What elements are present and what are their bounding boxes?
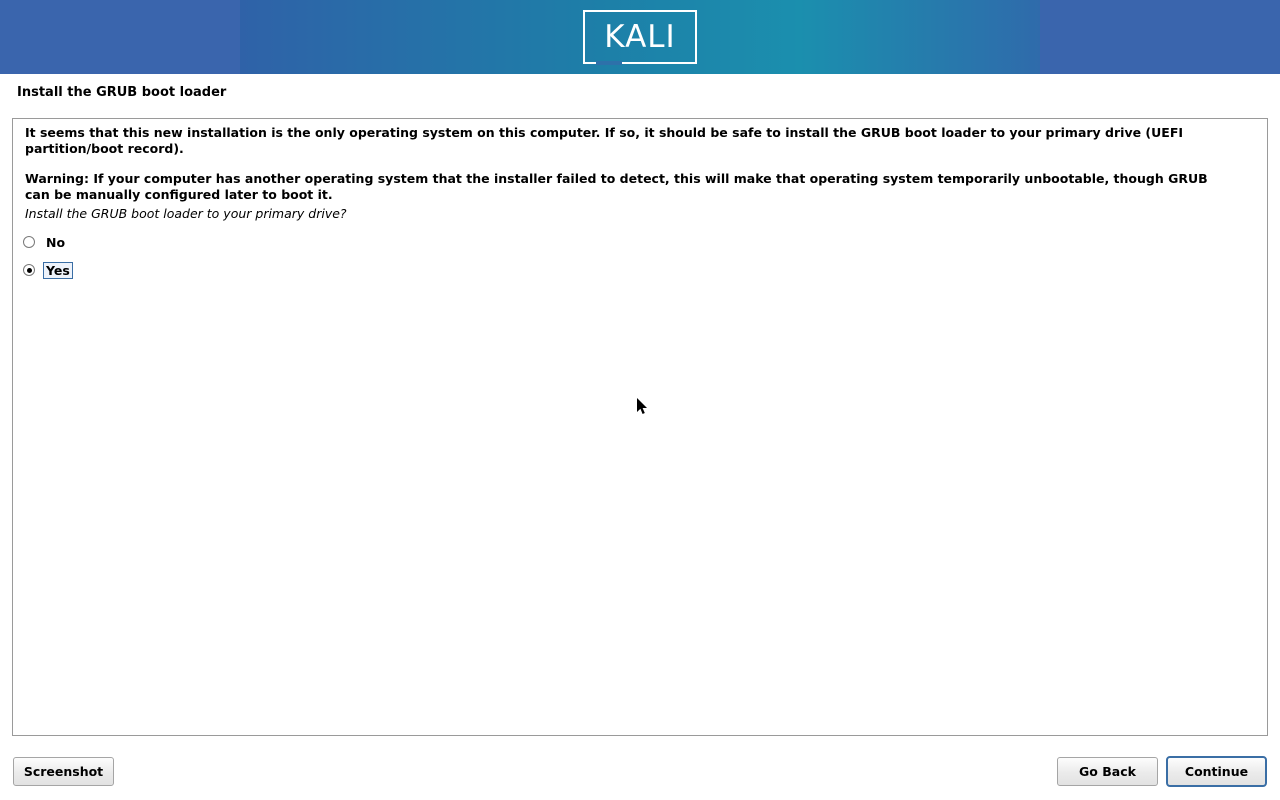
radio-icon-no[interactable] [23,236,35,248]
radio-option-yes[interactable] [23,260,73,280]
continue-button[interactable]: Continue [1166,756,1267,787]
radio-label-yes[interactable]: Yes [43,262,73,279]
radio-label-no[interactable]: No [46,234,66,250]
page-title: Install the GRUB boot loader [17,85,227,100]
info-paragraph: It seems that this new installation is the only operating system on this computer. If so, it should be safe to install the GRUB boot loader to your primary drive (UEFI partition/boot record). [25,125,1184,156]
kali-logo-notch [596,61,622,65]
radio-option-no[interactable] [23,232,67,252]
warning-paragraph: Warning: If your computer has another operating system that the installer failed to detect, this will make that operating system temporarily unbootable, though GRUB can be manually configured later to boot it. [25,171,1208,202]
kali-banner [0,0,1280,74]
screenshot-button[interactable]: Screenshot [13,757,114,786]
radio-icon-yes[interactable] [23,264,35,276]
go-back-button[interactable]: Go Back [1057,757,1158,786]
content-panel [12,118,1268,736]
question-label: Install the GRUB boot loader to your primary drive? [25,206,347,221]
kali-logo-text: KALI [604,19,676,55]
